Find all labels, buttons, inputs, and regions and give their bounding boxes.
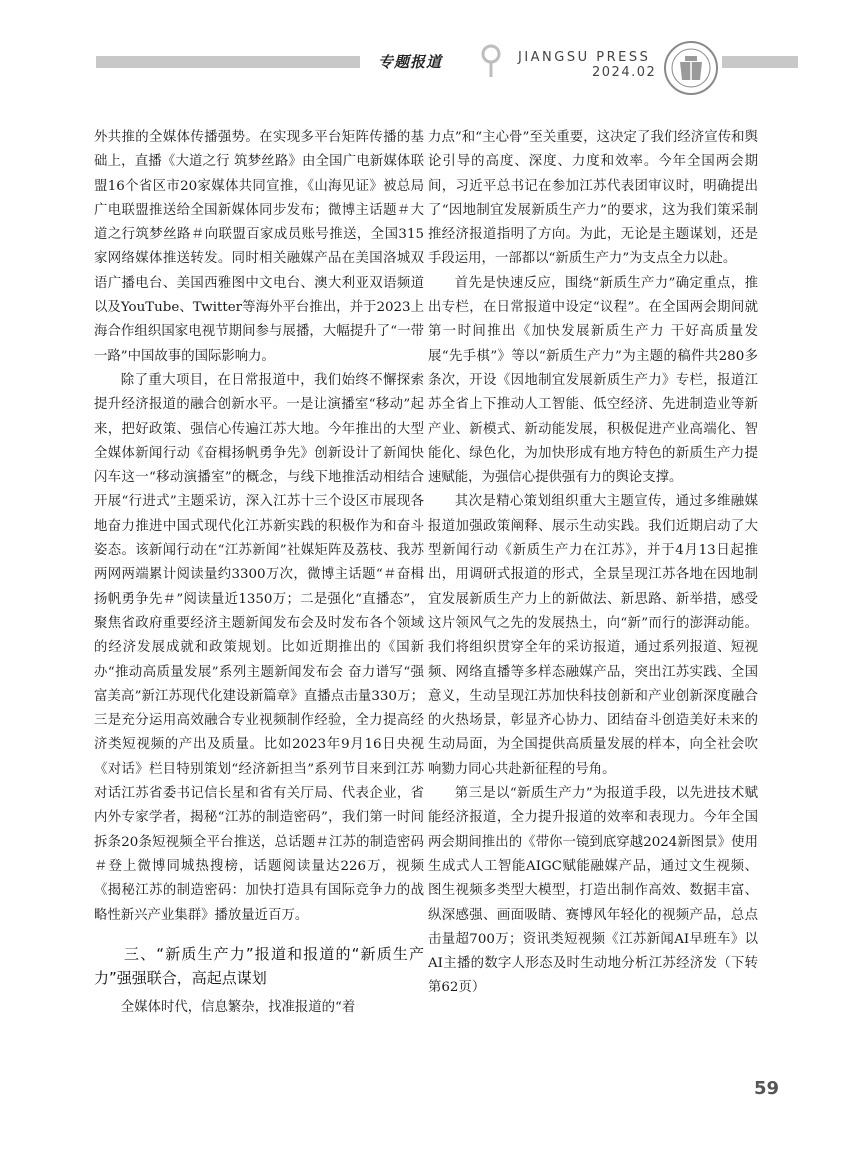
page-header bbox=[0, 0, 850, 110]
body-paragraph: 第三是以“新质生产力”为报道手段，以先进技术赋能经济报道，全力提升报道的效率和表现力。今年全国两会期间推出的《带你一镜到底穿越2024新图景》使用生成式人工智能AIGC赋能融媒产品，通过文生视频、图生视频多类型大模型，打造出制作高效、数据丰富、纵深感强、画面吸睛、赛博风年轻化的视频产品，总点击量超700万；资讯类短视频《江苏新闻AI早班车》以AI主播的数字人形态及时生动地分析江苏经济发（下转第62页） bbox=[428, 786, 758, 996]
body-paragraph: 其次是精心策划组织重大主题宣传，通过多维融媒报道加强政策阐释、展示生动实践。我们近期启动了大型新闻行动《新质生产力在江苏》，并于4月13日起推出，用调研式报道的形式，全景呈现江苏各地在因地制宜发展新质生产力上的新做法、新思路、新举措，感受这片领风气之先的发展热土，向“新”而行的澎湃动能。我们将组织贯穿全年的采访报道，通过系列报道、短视频、网络直播等多样态融媒产品，突出江苏实践、全国意义，生动呈现江苏加快科技创新和产业创新深度融合的火热场景，彰显齐心协力、团结奋斗创造美好未来的生动局面，为全国提供高质量发展的样本，向全社会吹响勠力同心共赴新征程的号角。 bbox=[428, 494, 758, 777]
section-title: 专题报道 bbox=[378, 53, 443, 71]
press-name: JIANGSU PRESS bbox=[518, 50, 651, 65]
pin-icon bbox=[480, 44, 502, 78]
journal-seal-logo bbox=[663, 40, 719, 96]
header-rule-left bbox=[96, 56, 360, 68]
body-paragraph: 力点”和“主心骨”至关重要，这决定了我们经济宣传和舆论引导的高度、深度、力度和效率。今年全国两会期间，习近平总书记在参加江苏代表团审议时，明确提出了“因地制宜发展新质生产力”的要求，这为我们策采制推经济报道指明了方向。为此，无论是主题谋划，还是手段运用，一部都以“新质生产力”为支点全力以赴。 bbox=[428, 130, 758, 267]
header-rule-right bbox=[722, 56, 798, 68]
body-paragraph: 外共推的全媒体传播强势。在实现多平台矩阵传播的基础上，直播《大道之行 筑梦丝路》由全国广电新媒体联盟16个省区市20家媒体共同宣推，《山海见证》被总局广电联盟推送给全国新媒体同步发布；微博主话题＃大道之行筑梦丝路＃向联盟百家成员账号推送，全国315家网络媒体推送转发。同时相关融媒产品在美国洛城双语广播电台、美国西雅图中文电台、澳大利亚双语频道以及YouTube、Twitter等海外平台推出，并于2023上海合作组织国家电视节期间参与展播，大幅提升了“一带一路”中国故事的国际影响力。 bbox=[94, 130, 424, 364]
body-paragraph: 全媒体时代，信息繁杂，找准报道的“着 bbox=[120, 999, 356, 1015]
left-column bbox=[94, 126, 424, 1020]
press-masthead bbox=[518, 50, 656, 80]
section-subheading: 三、“新质生产力”报道和报道的“新质生产力”强强联合，高起点谋划 bbox=[94, 944, 424, 987]
page-number: 59 bbox=[754, 1078, 780, 1099]
issue-date: 2024.02 bbox=[592, 65, 657, 80]
body-paragraph: 首先是快速反应，围绕“新质生产力”确定重点，推出专栏，在日常报道中设定“议程”。在全国两会期间就第一时间推出《加快发展新质生产力 干好高质量发展“先手棋”》等以“新质生产力”为主题的稿件共280多条次，开设《因地制宜发展新质生产力》专栏，报道江苏全省上下推动人工智能、低空经济、先进制造业等新产业、新模式、新动能发展，积极促进产业高端化、智能化、绿色化，为加快形成有地方特色的新质生产力提速赋能，为强信心提供强有力的舆论支撑。 bbox=[428, 275, 758, 486]
right-column bbox=[428, 126, 758, 1001]
body-paragraph: 除了重大项目，在日常报道中，我们始终不懈探索提升经济报道的融合创新水平。一是让演播室“移动”起来，把好政策、强信心传遍江苏大地。今年推出的大型全媒体新闻行动《奋楫扬帆勇争先》创新设计了新闻快闪车这一“移动演播室”的概念，与线下地推活动相结合开展“行进式”主题采访，深入江苏十三个设区市展现各地奋力推进中国式现代化江苏新实践的积极作为和奋斗姿态。该新闻行动在“江苏新闻”社媒矩阵及荔枝、我苏两网两端累计阅读量约3300万次，微博主话题“＃奋楫扬帆勇争先＃”阅读量近1350万；二是强化“直播态”，聚焦省政府重要经济主题新闻发布会及时发布各个领域的经济发展成就和政策规划。比如近期推出的《国新办“推动高质量发展”系列主题新闻发布会 奋力谱写“强富美高”新江苏现代化建设新篇章》直播点击量330万；三是充分运用高效融合专业视频制作经验，全力提高经济类短视频的产出及质量。比如2023年9月16日央视《对话》栏目特别策划“经济新担当”系列节目来到江苏对话江苏省委书记信长星和省有关厅局、代表企业，省内外专家学者，揭秘“江苏的制造密码”，我们第一时间拆条20条短视频全平台推送，总话题＃江苏的制造密码＃登上微博同城热搜榜，话题阅读量达226万，视频《揭秘江苏的制造密码：加快打造具有国际竞争力的战略性新兴产业集群》播放量近百万。 bbox=[94, 372, 424, 923]
